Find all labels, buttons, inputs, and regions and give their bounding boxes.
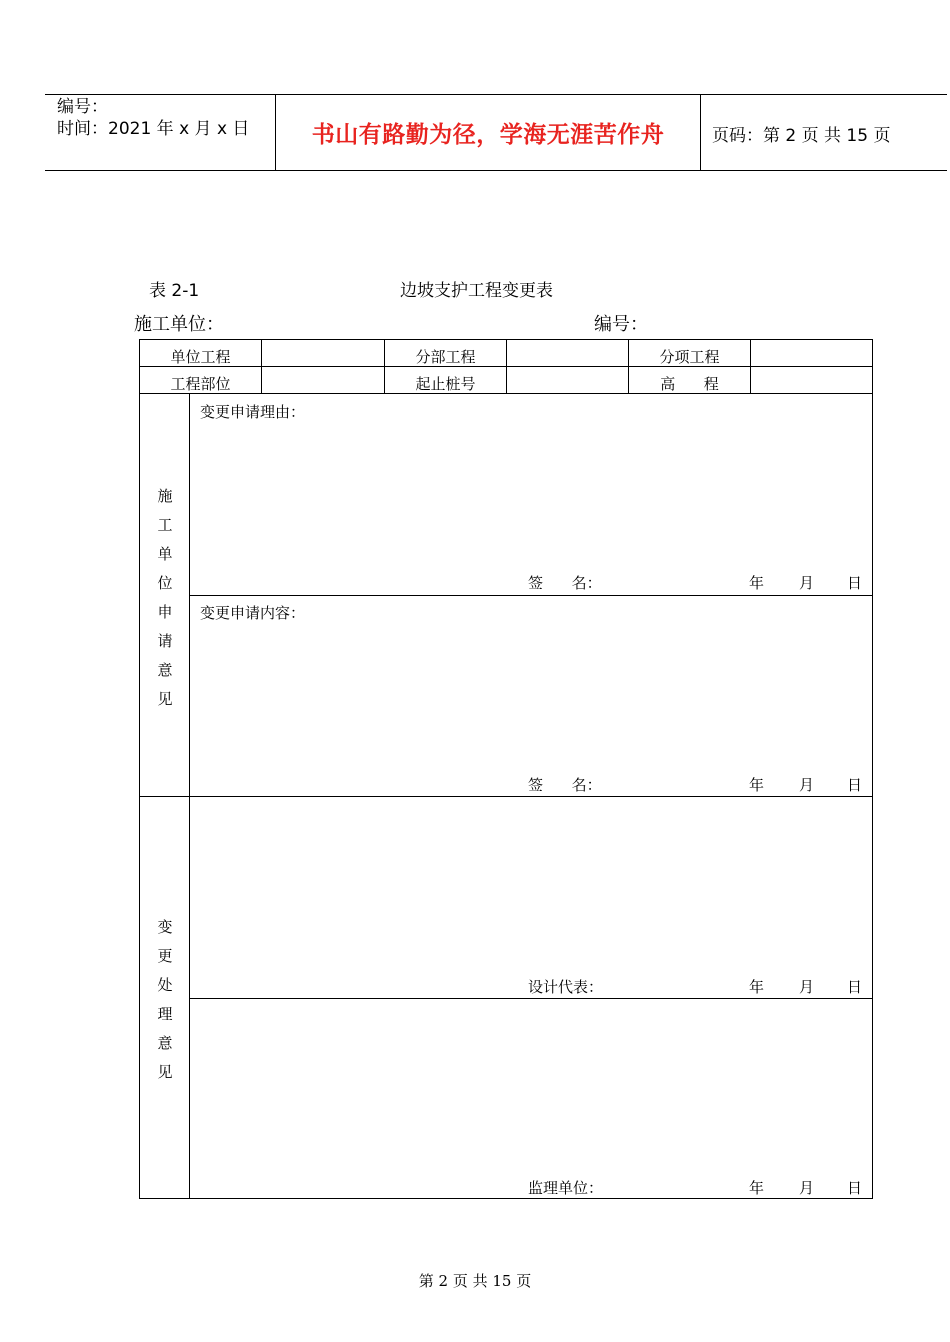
change-content-field[interactable] bbox=[190, 622, 872, 767]
date-year: 年 bbox=[749, 1179, 765, 1197]
change-reason-field[interactable] bbox=[190, 420, 872, 565]
header-number-label: 编号： bbox=[57, 97, 108, 117]
chainage-field[interactable] bbox=[507, 367, 628, 393]
sub-project-label: 分部工程 bbox=[415, 348, 476, 366]
page-footer: 第 2 页 共 15 页 bbox=[418, 1272, 532, 1290]
date-day: 日 bbox=[847, 776, 863, 794]
serial-label: 编号： bbox=[594, 314, 648, 335]
header-top-rule bbox=[45, 94, 947, 95]
date-year: 年 bbox=[749, 978, 765, 996]
elevation-label: 高 程 bbox=[660, 375, 719, 393]
date-month: 月 bbox=[799, 776, 815, 794]
signature-label: 签 名： bbox=[528, 776, 602, 794]
design-opinion-field[interactable] bbox=[190, 797, 872, 967]
date-year: 年 bbox=[749, 776, 765, 794]
date-month: 月 bbox=[799, 1179, 815, 1197]
sub-project-field[interactable] bbox=[507, 340, 628, 366]
contractor-label: 施工单位： bbox=[134, 314, 224, 335]
header-page-info: 页码：第 2 页 共 15 页 bbox=[712, 126, 891, 146]
design-rep-label: 设计代表： bbox=[528, 978, 604, 996]
location-field[interactable] bbox=[262, 367, 384, 393]
item-project-field[interactable] bbox=[751, 340, 872, 366]
section2-side-label: 变 更 处 理 意 见 bbox=[157, 918, 173, 1081]
date-day: 日 bbox=[847, 1179, 863, 1197]
supervisor-label: 监理单位： bbox=[528, 1179, 604, 1197]
header-bottom-rule bbox=[45, 170, 947, 171]
date-month: 月 bbox=[799, 978, 815, 996]
signature-label: 签 名： bbox=[528, 574, 602, 592]
date-day: 日 bbox=[847, 978, 863, 996]
unit-project-label: 单位工程 bbox=[170, 348, 231, 366]
change-content-label: 变更申请内容： bbox=[200, 604, 306, 622]
date-year: 年 bbox=[749, 574, 765, 592]
location-label: 工程部位 bbox=[170, 375, 231, 393]
chainage-label: 起止桩号 bbox=[415, 375, 476, 393]
section1-side-label: 施 工 单 位 申 请 意 见 bbox=[157, 487, 173, 708]
elevation-field[interactable] bbox=[751, 367, 872, 393]
unit-project-field[interactable] bbox=[262, 340, 384, 366]
supervisor-opinion-field[interactable] bbox=[190, 999, 872, 1169]
header-divider bbox=[700, 94, 701, 170]
item-project-label: 分项工程 bbox=[659, 348, 720, 366]
header-motto: 书山有路勤为径，学海无涯苦作舟 bbox=[311, 121, 665, 148]
header-time: 时间：2021 年 x 月 x 日 bbox=[57, 119, 250, 139]
table-number: 表 2-1 bbox=[149, 281, 200, 301]
date-month: 月 bbox=[799, 574, 815, 592]
form-title: 边坡支护工程变更表 bbox=[400, 281, 553, 301]
change-reason-label: 变更申请理由： bbox=[200, 403, 306, 421]
date-day: 日 bbox=[847, 574, 863, 592]
